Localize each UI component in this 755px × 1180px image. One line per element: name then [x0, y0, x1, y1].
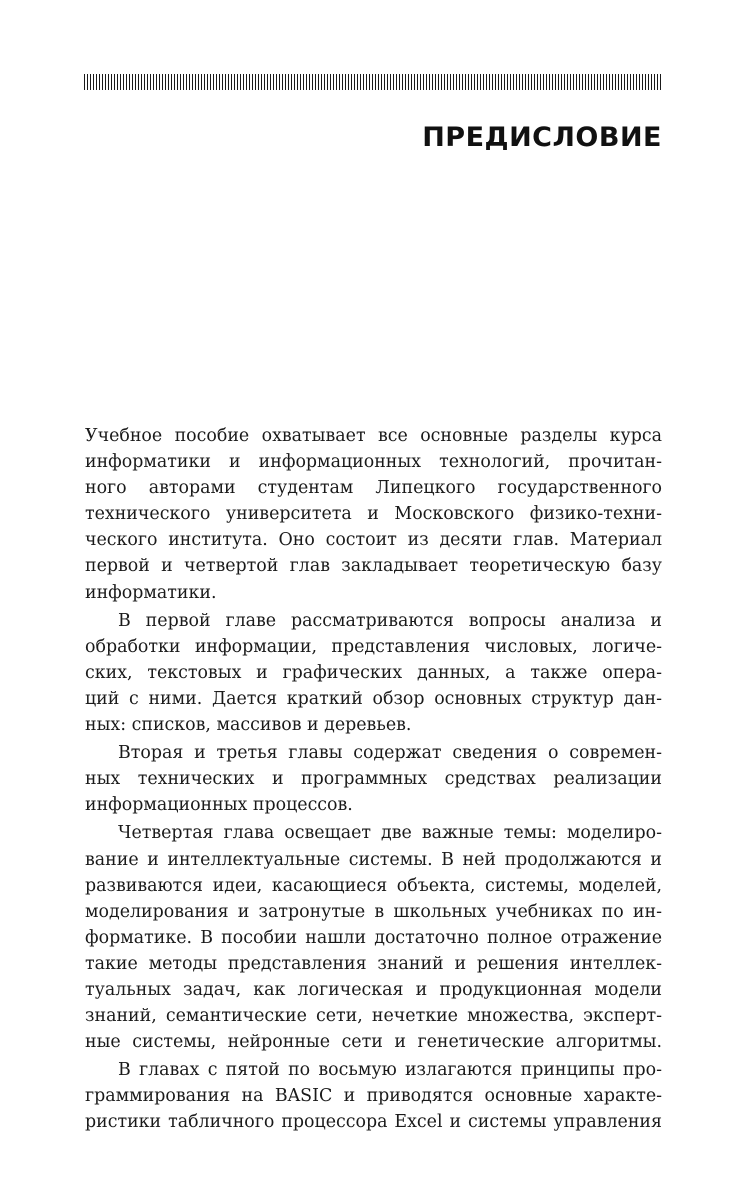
text-line: В первой главе рассматриваются вопросы анализа и — [118, 610, 662, 631]
text-line: такие методы представления знаний и решения интеллек- — [85, 953, 662, 974]
text-line: граммирования на BASIC и приводятся основные характе- — [85, 1086, 662, 1107]
text-line: информатики и информационных технологий, прочитан- — [85, 452, 662, 473]
text-line: ных технических и программных средствах реализации — [85, 769, 662, 790]
text-line: обработки информации, представления числовых, логиче- — [85, 636, 662, 657]
text-line: информатики. — [85, 582, 217, 603]
text-line: моделирования и затронутые в школьных учебниках по ин- — [85, 901, 662, 922]
text-line: ного авторами студентам Липецкого государственного — [85, 478, 662, 499]
text-line: знаний, семантические сети, нечеткие множества, эксперт- — [85, 1006, 662, 1027]
preface-body — [85, 423, 662, 1136]
paragraph — [85, 423, 662, 606]
text-line: Вторая и третья главы содержат сведения о современ- — [118, 743, 662, 764]
text-line: форматике. В пособии нашли достаточно полное отражение — [85, 927, 662, 948]
text-line: информационных процессов. — [85, 795, 353, 816]
text-line: технического университета и Московского физико-техни- — [85, 504, 662, 525]
text-line: ных: списков, массивов и деревьев. — [85, 715, 412, 736]
paragraph — [85, 1057, 662, 1135]
text-line: Учебное пособие охватывает все основные разделы курса — [85, 426, 662, 446]
text-line: Четвертая глава освещает две важные темы: моделиро- — [118, 823, 662, 844]
text-line: ских, текстовых и графических данных, а также опера- — [85, 662, 662, 683]
text-line: вание и интеллектуальные системы. В ней продолжаются и — [85, 849, 662, 870]
page-title: ПРЕДИСЛОВИЕ — [422, 122, 662, 153]
text-line: ристики табличного процессора Excel и системы управления — [85, 1112, 662, 1133]
text-line: ций с ними. Дается краткий обзор основных структур дан- — [85, 688, 662, 709]
text-line: ные системы, нейронные сети и генетические алгоритмы. — [85, 1032, 662, 1053]
text-line: развиваются идеи, касающиеся объекта, системы, моделей, — [85, 875, 662, 896]
paragraph — [85, 740, 662, 818]
text-line: туальных задач, как логическая и продукционная модели — [85, 979, 662, 1000]
paragraph — [85, 820, 662, 1055]
paragraph — [85, 608, 662, 738]
text-line: В главах с пятой по восьмую излагаются принципы про- — [118, 1060, 662, 1081]
text-line: первой и четвертой глав закладывает теоретическую базу — [85, 556, 662, 577]
decorative-header-rule — [84, 74, 662, 90]
text-line: ческого института. Оно состоит из десяти глав. Материал — [85, 530, 662, 551]
